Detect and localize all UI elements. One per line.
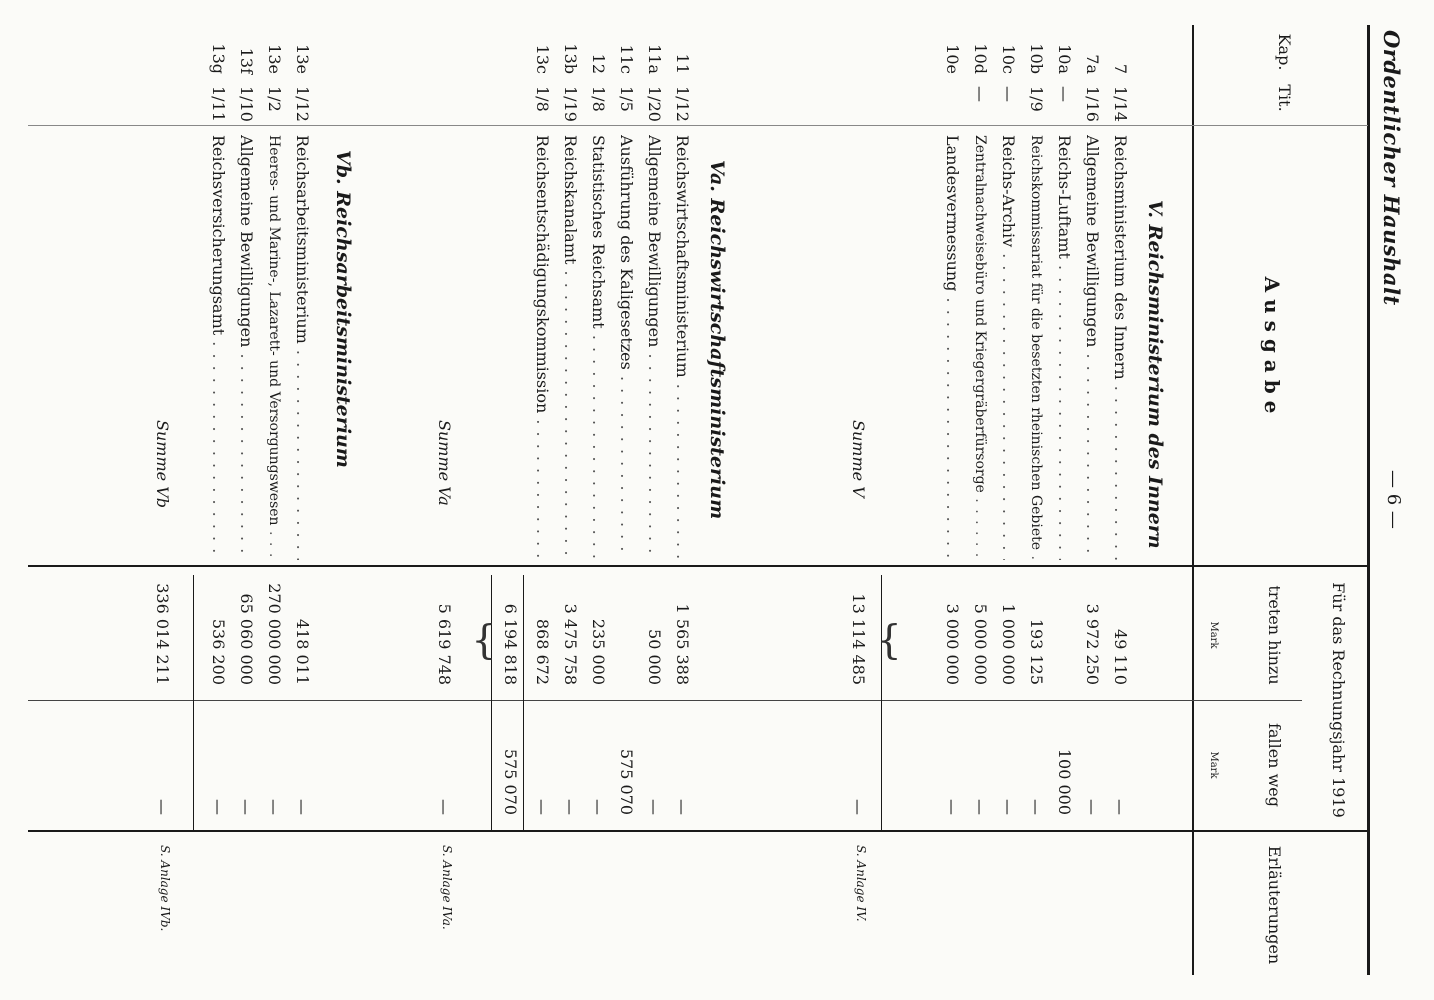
treten-cell: 270 000 000 (265, 583, 284, 685)
desc-cell: Reichswirtschaftsministerium . . . (668, 135, 696, 560)
table-row (288, 30, 316, 970)
kap-cell: 7 (1111, 63, 1130, 74)
header-treten: treten hinzu (1265, 585, 1284, 685)
table-row (938, 30, 966, 970)
brace: } (471, 619, 497, 666)
tit-cell: 1/14 (1111, 86, 1130, 122)
desc-cell: Reichsministerium des Innern . . . (1106, 135, 1134, 560)
desc-cell: Allgemeine Bewilligungen . . . (1078, 135, 1106, 560)
treten-cell: 1 000 000 (999, 603, 1018, 685)
tit-cell: 1/16 (1083, 86, 1102, 122)
fallen-cell: — (209, 799, 228, 815)
section-sum-treten: 5 619 748 (435, 603, 454, 685)
tit-cell: 1/10 (237, 86, 256, 122)
fallen-cell: — (673, 799, 692, 815)
tit-cell: 1/19 (561, 86, 580, 122)
table-row (528, 30, 556, 970)
fallen-cell: — (265, 799, 284, 815)
kap-cell: 10c (999, 44, 1018, 74)
treten-cell: 536 200 (209, 618, 228, 685)
treten-cell: 3 475 758 (561, 603, 580, 685)
tit-cell: 1/2 (265, 86, 284, 112)
kap-cell: 10d (971, 43, 990, 74)
header-year: Für das Rechnungsjahr 1919 (1329, 582, 1348, 818)
tit-cell: 1/5 (617, 86, 636, 112)
tit-cell: 1/11 (209, 86, 228, 122)
desc-cell: Reichsversicherungsamt . . . (204, 135, 232, 560)
header-mark-1: Mark (1208, 621, 1219, 649)
top-rule (1367, 25, 1370, 975)
table-row (1078, 30, 1106, 970)
treten-cell: 65 060 000 (237, 593, 256, 685)
desc-cell: Allgemeine Bewilligungen . . . (640, 135, 668, 560)
kap-cell: 13e (293, 44, 312, 74)
section-sum-fallen: — (849, 799, 868, 815)
kap-cell: 13e (265, 44, 284, 74)
page-number: — 6 — (1383, 470, 1404, 529)
section-vb-sum-rule (193, 575, 194, 830)
page-title: Ordentlicher Haushalt (1379, 30, 1404, 306)
section-heading: Vb. Reichsarbeitsministerium (332, 150, 354, 468)
desc-cell: Zentralnachweisebüro und Kriegergräberfürsorge . . . (966, 135, 994, 560)
treten-cell: 5 000 000 (971, 603, 990, 685)
section-sum-fallen: — (435, 799, 454, 815)
table-row (204, 30, 232, 970)
tit-cell: — (999, 86, 1018, 102)
kap-cell: 10e (943, 44, 962, 74)
fallen-cell: — (1111, 799, 1130, 815)
desc-cell: Heeres- und Marine-, Lazarett- und Versorgungswesen . . . (260, 135, 288, 560)
brace: } (876, 619, 902, 666)
fallen-cell: — (589, 799, 608, 815)
table-row (556, 30, 584, 970)
header-ausgabe: A u s g a b e (1260, 276, 1284, 414)
kap-cell: 13g (209, 43, 228, 74)
tit-cell: — (971, 86, 990, 102)
desc-cell: Reichsentschädigungskommission . . . (528, 135, 556, 560)
tit-cell: 1/8 (589, 86, 608, 112)
kap-cell: 10a (1055, 44, 1074, 74)
kap-cell: 12 (589, 53, 608, 74)
section-heading: Va. Reichswirtschaftsministerium (706, 160, 728, 520)
section-subtotal-treten: 6 194 818 (501, 603, 520, 685)
fallen-cell: — (533, 799, 552, 815)
tit-cell: 1/12 (293, 86, 312, 122)
tit-cell: 1/8 (533, 86, 552, 112)
desc-cell: Reichsarbeitsministerium . . . (288, 135, 316, 560)
section-va-sum-rule (491, 575, 492, 830)
desc-cell: Ausführung des Kaligesetzes . . . (612, 135, 640, 560)
table-row (612, 30, 640, 970)
treten-cell: 3 972 250 (1083, 603, 1102, 685)
table-row (668, 30, 696, 970)
treten-cell: 418 011 (293, 618, 312, 685)
tit-cell: 1/12 (673, 86, 692, 122)
fallen-cell: — (237, 799, 256, 815)
desc-cell: Allgemeine Bewilligungen . . . (232, 135, 260, 560)
tit-cell: 1/20 (645, 86, 664, 122)
kap-cell: 11a (645, 44, 664, 74)
table-row (260, 30, 288, 970)
header-erlaeuterungen: Erläuterungen (1265, 845, 1284, 965)
kap-cell: 11c (617, 44, 636, 74)
section-sum-treten: 336 014 211 (153, 583, 172, 685)
table-row (1106, 30, 1134, 970)
treten-cell: 868 672 (533, 618, 552, 685)
desc-cell: Landesvermessung . . . (938, 135, 966, 560)
treten-cell: 49 110 (1111, 629, 1130, 685)
fallen-cell: — (1027, 799, 1046, 815)
fallen-cell: — (1083, 799, 1102, 815)
section-v-sum-rule (881, 575, 882, 830)
treten-cell: 50 000 (645, 629, 664, 685)
header-mark-2: Mark (1208, 751, 1219, 779)
table-row (584, 30, 612, 970)
treten-cell: 1 565 388 (673, 603, 692, 685)
desc-cell: Reichskommissariat für die besetzten rheinischen Gebiete . . . (1022, 135, 1050, 560)
kap-cell: 7a (1083, 54, 1102, 74)
header-fallen: fallen weg (1265, 723, 1284, 807)
treten-cell: 193 125 (1027, 618, 1046, 685)
anlage-note: S. Anlage IVa. (440, 845, 454, 930)
section-sum-label: Summe Va (435, 420, 454, 506)
fallen-cell: — (999, 799, 1018, 815)
kap-cell: 13c (533, 44, 552, 74)
tit-cell: 1/9 (1027, 86, 1046, 112)
header-kap: Kap. (1275, 33, 1294, 71)
fallen-cell: — (645, 799, 664, 815)
table-row (640, 30, 668, 970)
fallen-cell: 575 070 (617, 748, 636, 815)
table-row (1050, 30, 1078, 970)
table-row (994, 30, 1022, 970)
fallen-cell: — (293, 799, 312, 815)
kap-cell: 13f (237, 47, 256, 74)
table-row (1022, 30, 1050, 970)
header-bottom-rule (1192, 25, 1194, 975)
fallen-cell: 100 000 (1055, 748, 1074, 815)
section-subtotal-fallen: 575 070 (501, 748, 520, 815)
kap-cell: 10b (1027, 43, 1046, 74)
section-sum-fallen: — (153, 799, 172, 815)
fallen-cell: — (561, 799, 580, 815)
desc-cell: Reichskanalamt . . . (556, 135, 584, 560)
section-va-subtotal-rule (523, 575, 524, 830)
fallen-cell: — (943, 799, 962, 815)
section-sum-treten: 13 114 485 (849, 593, 868, 685)
anlage-note: S. Anlage IV. (854, 845, 868, 922)
kap-cell: 13b (561, 43, 580, 74)
desc-cell: Reichs-Luftamt . . . (1050, 135, 1078, 560)
table-row (966, 30, 994, 970)
treten-cell: 235 000 (589, 618, 608, 685)
desc-cell: Statistisches Reichsamt . . . (584, 135, 612, 560)
treten-cell: 3 000 000 (943, 603, 962, 685)
header-tit: Tit. (1275, 84, 1294, 112)
section-sum-label: Summe V (849, 420, 868, 498)
section-heading: V. Reichsministerium des Innern (1144, 200, 1166, 549)
section-sum-label: Summe Vb (153, 420, 172, 508)
table-row (232, 30, 260, 970)
tit-cell: — (1055, 86, 1074, 102)
fallen-cell: — (971, 799, 990, 815)
desc-cell: Reichs-Archiv . . . (994, 135, 1022, 560)
kap-cell: 11 (673, 53, 692, 74)
anlage-note: S. Anlage IVb. (158, 845, 172, 932)
